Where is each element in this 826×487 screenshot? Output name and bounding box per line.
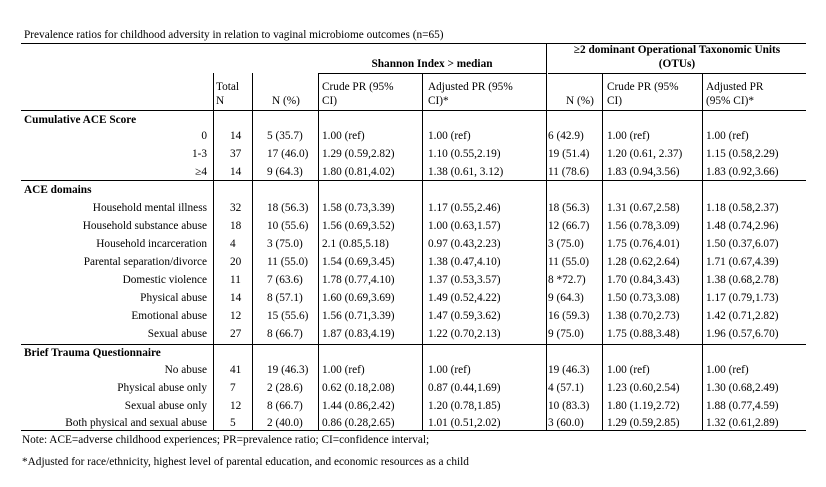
cell-otu-n: 6 (42.9): [548, 130, 584, 142]
row-label: ≥4: [195, 166, 207, 178]
header-shannon-adjusted-line1: Adjusted PR (95%: [428, 81, 513, 93]
cell-sh-crude: 2.1 (0.85,5.18): [322, 238, 389, 250]
cell-otu-crude: 1.00 (ref): [607, 130, 650, 142]
cell-otu-crude: 1.70 (0.84,3.43): [607, 274, 680, 286]
cell-total: 32: [230, 202, 242, 214]
cell-sh-n: 3 (75.0): [267, 238, 303, 250]
cell-total: 27: [230, 328, 242, 340]
header-otu-adjusted-line2: (95% CI)*: [706, 95, 755, 107]
cell-otu-crude: 1.31 (0.67,2.58): [607, 202, 680, 214]
cell-sh-adj: 1.47 (0.59,3.62): [428, 310, 501, 322]
cell-otu-crude: 1.38 (0.70,2.73): [607, 310, 680, 322]
cell-otu-n: 18 (56.3): [548, 202, 590, 214]
cell-sh-crude: 1.44 (0.86,2.42): [322, 400, 395, 412]
rule-header-bottom: [21, 110, 806, 111]
cell-sh-crude: 1.56 (0.71,3.39): [322, 310, 395, 322]
cell-sh-adj: 1.37 (0.53,3.57): [428, 274, 501, 286]
cell-sh-adj: 0.97 (0.43,2.23): [428, 238, 501, 250]
cell-sh-adj: 1.20 (0.78,1.85): [428, 400, 501, 412]
cell-otu-crude: 1.80 (1.19,2.72): [607, 400, 680, 412]
cell-otu-crude: 1.00 (ref): [607, 364, 650, 376]
header-otu-crude-line2: CI): [607, 95, 623, 107]
header-otu-adjusted-line1: Adjusted PR: [706, 81, 764, 93]
cell-sh-adj: 1.22 (0.70,2.13): [428, 328, 501, 340]
cell-total: 12: [230, 400, 242, 412]
cell-total: 14: [230, 130, 242, 142]
cell-total: 4: [230, 238, 236, 250]
cell-otu-n: 9 (64.3): [548, 292, 584, 304]
cell-sh-n: 15 (55.6): [267, 310, 309, 322]
cell-total: 11: [230, 274, 241, 286]
cell-otu-adj: 1.83 (0.92,3.66): [706, 166, 779, 178]
col-divider-otu-n: [602, 73, 603, 430]
cell-sh-n: 10 (55.6): [267, 220, 309, 232]
cell-otu-n: 11 (55.0): [548, 256, 589, 268]
cell-sh-crude: 1.00 (ref): [322, 364, 365, 376]
cell-sh-crude: 1.00 (ref): [322, 130, 365, 142]
cell-sh-n: 11 (55.0): [267, 256, 308, 268]
cell-otu-n: 16 (59.3): [548, 310, 590, 322]
cell-sh-adj: 1.49 (0.52,4.22): [428, 292, 501, 304]
cell-sh-n: 5 (35.7): [267, 130, 303, 142]
cell-total: 7: [230, 382, 236, 394]
col-divider-sh-crude: [422, 73, 423, 430]
cell-sh-crude: 0.62 (0.18,2.08): [322, 382, 395, 394]
cell-otu-adj: 1.42 (0.71,2.82): [706, 310, 779, 322]
cell-sh-adj: 1.00 (ref): [428, 130, 471, 142]
col-divider-shannon-otu: [546, 43, 547, 430]
cell-sh-adj: 1.17 (0.55,2.46): [428, 202, 501, 214]
cell-sh-n: 2 (28.6): [267, 382, 303, 394]
header-shannon-adjusted-line2: CI)*: [428, 95, 449, 107]
row-label: Physical abuse: [140, 292, 207, 304]
cell-otu-crude: 1.75 (0.76,4.01): [607, 238, 680, 250]
cell-total: 5: [230, 417, 236, 429]
cell-otu-n: 12 (66.7): [548, 220, 590, 232]
cell-otu-adj: 1.38 (0.68,2.78): [706, 274, 779, 286]
cell-otu-crude: 1.29 (0.59,2.85): [607, 417, 680, 429]
row-label: Sexual abuse: [147, 328, 207, 340]
cell-sh-adj: 1.38 (0.47,4.10): [428, 256, 501, 268]
cell-sh-crude: 1.29 (0.59,2.82): [322, 148, 395, 160]
cell-sh-crude: 1.87 (0.83,4.19): [322, 328, 395, 340]
cell-otu-crude: 1.20 (0.61, 2.37): [607, 148, 683, 160]
cell-otu-crude: 1.56 (0.78,3.09): [607, 220, 680, 232]
cell-sh-crude: 1.58 (0.73,3.39): [322, 202, 395, 214]
header-shannon-crude-line1: Crude PR (95%: [322, 81, 394, 93]
header-otu-n-pct: N (%): [566, 95, 594, 107]
row-label: Household substance abuse: [82, 220, 207, 232]
col-divider-total-right: [252, 73, 253, 430]
header-shannon-n-pct: N (%): [272, 95, 300, 107]
row-label: Parental separation/divorce: [83, 256, 207, 268]
cell-sh-n: 19 (46.3): [267, 364, 309, 376]
cell-otu-crude: 1.23 (0.60,2.54): [607, 382, 680, 394]
cell-otu-n: 8 *72.7): [548, 274, 586, 286]
cell-otu-crude: 1.83 (0.94,3.56): [607, 166, 680, 178]
section-title: Cumulative ACE Score: [24, 114, 137, 126]
row-label: 0: [201, 130, 207, 142]
cell-otu-n: 19 (46.3): [548, 364, 590, 376]
cell-otu-adj: 1.50 (0.37,6.07): [706, 238, 779, 250]
cell-sh-n: 7 (63.6): [267, 274, 303, 286]
cell-otu-n: 4 (57.1): [548, 382, 584, 394]
shannon-group-header: Shannon Index > median: [371, 58, 493, 70]
cell-otu-adj: 1.96 (0.57,6.70): [706, 328, 779, 340]
row-label: Household mental illness: [92, 202, 207, 214]
cell-sh-crude: 1.54 (0.69,3.45): [322, 256, 395, 268]
cell-otu-n: 11 (78.6): [548, 166, 589, 178]
row-label: Emotional abuse: [131, 310, 207, 322]
cell-sh-adj: 1.01 (0.51,2.02): [428, 417, 501, 429]
cell-otu-adj: 1.71 (0.67,4.39): [706, 256, 779, 268]
row-label: Sexual abuse only: [124, 400, 207, 412]
cell-otu-n: 3 (75.0): [548, 238, 584, 250]
cell-sh-crude: 1.60 (0.69,3.69): [322, 292, 395, 304]
cell-total: 20: [230, 256, 242, 268]
cell-total: 14: [230, 292, 242, 304]
row-label: No abuse: [164, 364, 207, 376]
cell-sh-n: 8 (57.1): [267, 292, 303, 304]
cell-total: 12: [230, 310, 242, 322]
cell-otu-crude: 1.75 (0.88,3.48): [607, 328, 680, 340]
otu-group-header-line1: ≥2 dominant Operational Taxonomic Units: [573, 44, 781, 56]
cell-sh-n: 8 (66.7): [267, 328, 303, 340]
cell-sh-adj: 1.00 (ref): [428, 364, 471, 376]
cell-otu-adj: 1.88 (0.77,4.59): [706, 400, 779, 412]
otu-group-header-line2: (OTUs): [658, 58, 696, 70]
header-otu-crude-line1: Crude PR (95%: [607, 81, 679, 93]
cell-total: 37: [230, 148, 242, 160]
cell-total: 18: [230, 220, 242, 232]
cell-sh-crude: 1.80 (0.81,4.02): [322, 166, 395, 178]
cell-otu-n: 10 (83.3): [548, 400, 590, 412]
cell-otu-adj: 1.17 (0.79,1.73): [706, 292, 779, 304]
cell-otu-crude: 1.28 (0.62,2.64): [607, 256, 680, 268]
cell-otu-adj: 1.18 (0.58,2.37): [706, 202, 779, 214]
row-label: Domestic violence: [122, 274, 207, 286]
footnote-abbreviations: Note: ACE=adverse childhood experiences; PR=prevalence ratio; CI=confidence interval;: [22, 434, 430, 446]
cell-otu-adj: 1.00 (ref): [706, 130, 749, 142]
rule-section-2: [21, 344, 806, 345]
table-title: Prevalence ratios for childhood adversity in relation to vaginal microbiome outcomes (n=65): [24, 29, 444, 41]
cell-sh-adj: 1.38 (0.61, 3.12): [428, 166, 504, 178]
cell-otu-adj: 1.48 (0.74,2.96): [706, 220, 779, 232]
col-divider-otu-crude: [702, 73, 703, 430]
rule-otu-group: [548, 73, 806, 74]
cell-otu-adj: 1.00 (ref): [706, 364, 749, 376]
col-divider-total-left: [213, 73, 214, 430]
rule-section-1: [21, 180, 806, 181]
row-label: Physical abuse only: [117, 382, 207, 394]
row-label: 1-3: [191, 148, 207, 160]
rule-shannon-group: [318, 73, 546, 74]
cell-sh-adj: 1.10 (0.55,2.19): [428, 148, 501, 160]
cell-sh-n: 8 (66.7): [267, 400, 303, 412]
row-label: Household incarceration: [96, 238, 207, 250]
cell-sh-n: 9 (64.3): [267, 166, 303, 178]
header-total-line2: N: [216, 95, 225, 107]
cell-sh-crude: 1.56 (0.69,3.52): [322, 220, 395, 232]
cell-sh-n: 2 (40.0): [267, 417, 303, 429]
section-title: Brief Trauma Questionnaire: [24, 347, 161, 359]
header-total-line1: Total: [216, 81, 240, 93]
cell-sh-n: 17 (46.0): [267, 148, 309, 160]
cell-otu-adj: 1.15 (0.58,2.29): [706, 148, 779, 160]
cell-sh-n: 18 (56.3): [267, 202, 309, 214]
cell-otu-crude: 1.50 (0.73,3.08): [607, 292, 680, 304]
cell-otu-adj: 1.32 (0.61,2.89): [706, 417, 779, 429]
cell-sh-adj: 0.87 (0.44,1.69): [428, 382, 501, 394]
row-label: Both physical and sexual abuse: [65, 417, 207, 429]
header-shannon-crude-line2: CI): [322, 95, 338, 107]
section-title: ACE domains: [24, 184, 92, 196]
cell-otu-n: 9 (75.0): [548, 328, 584, 340]
cell-total: 14: [230, 166, 242, 178]
col-divider-sh-n: [318, 73, 319, 430]
cell-total: 41: [230, 364, 242, 376]
cell-sh-adj: 1.00 (0.63,1.57): [428, 220, 501, 232]
rule-bottom: [21, 430, 806, 431]
cell-sh-crude: 0.86 (0.28,2.65): [322, 417, 395, 429]
cell-sh-crude: 1.78 (0.77,4.10): [322, 274, 395, 286]
footnote-adjustment: *Adjusted for race/ethnicity, highest level of parental education, and economic resources as a child: [22, 456, 469, 468]
cell-otu-n: 3 (60.0): [548, 417, 584, 429]
cell-otu-adj: 1.30 (0.68,2.49): [706, 382, 779, 394]
cell-otu-n: 19 (51.4): [548, 148, 590, 160]
